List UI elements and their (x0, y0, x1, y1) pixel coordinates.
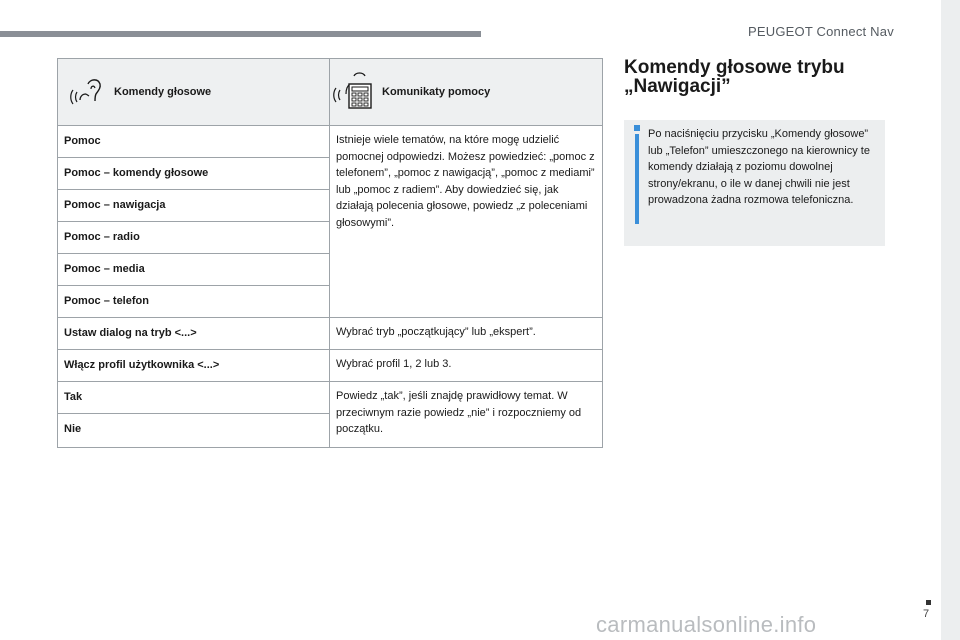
watermark: carmanualsonline.info (596, 612, 817, 637)
header-help-messages (330, 59, 603, 126)
command-cell: Nie (58, 414, 330, 448)
header-help-messages-label: Komunikaty pomocy (382, 86, 491, 98)
info-icon (634, 125, 640, 131)
info-box (624, 120, 885, 246)
voice-commands-table (57, 58, 603, 448)
page-edge-strip (941, 0, 960, 640)
page-number: 7 (923, 608, 930, 620)
command-cell: Ustaw dialog na tryb <...> (58, 318, 330, 350)
page-end-marker (926, 600, 931, 605)
help-message-cell: Istnieje wiele tematów, na które mogę udzielić pomocnej odpowiedzi. Możesz powiedzieć: „pomoc z telefonem”, „pomoc z nawigacją”, „pomoc z mediami” lub „pomoc z radiem”. Aby dowiedzieć się, jak działają polecenia głosowe, powiedz „z poleceniami głosowymi”. (330, 126, 603, 318)
table-row (58, 382, 603, 414)
command-cell: Pomoc – nawigacja (58, 190, 330, 222)
table-row (58, 126, 603, 158)
command-cell: Pomoc – komendy głosowe (58, 158, 330, 190)
info-accent-bar (635, 134, 639, 224)
table-row (58, 318, 603, 350)
help-message-icon (330, 70, 382, 114)
command-cell: Pomoc – telefon (58, 286, 330, 318)
command-cell: Tak (58, 382, 330, 414)
voice-command-icon (58, 72, 114, 112)
help-message-cell: Wybrać profil 1, 2 lub 3. (330, 350, 603, 382)
command-cell: Pomoc – media (58, 254, 330, 286)
help-message-cell: Powiedz „tak”, jeśli znajdę prawidłowy temat. W przeciwnym razie powiedz „nie” i rozpoczniemy od początku. (330, 382, 603, 448)
page-header-title: PEUGEOT Connect Nav (748, 24, 894, 39)
command-cell: Pomoc (58, 126, 330, 158)
section-title: Komendy głosowe trybu „Nawigacji” (624, 57, 845, 97)
table-header-row (58, 59, 603, 126)
table-row (58, 350, 603, 382)
command-cell: Włącz profil użytkownika <...> (58, 350, 330, 382)
info-text: Po naciśnięciu przycisku „Komendy głosowe” lub „Telefon” umieszczonego na kierownicy te komendy działają z poziomu dowolnej strony/ekranu, o ile w danej chwili nie jest prowadzona żadna rozmowa telefoniczna. (648, 128, 870, 206)
help-message-cell: Wybrać tryb „początkujący” lub „ekspert”. (330, 318, 603, 350)
top-rule (0, 31, 481, 37)
header-voice-commands-label: Komendy głosowe (114, 86, 212, 98)
header-voice-commands (58, 59, 330, 126)
command-cell: Pomoc – radio (58, 222, 330, 254)
